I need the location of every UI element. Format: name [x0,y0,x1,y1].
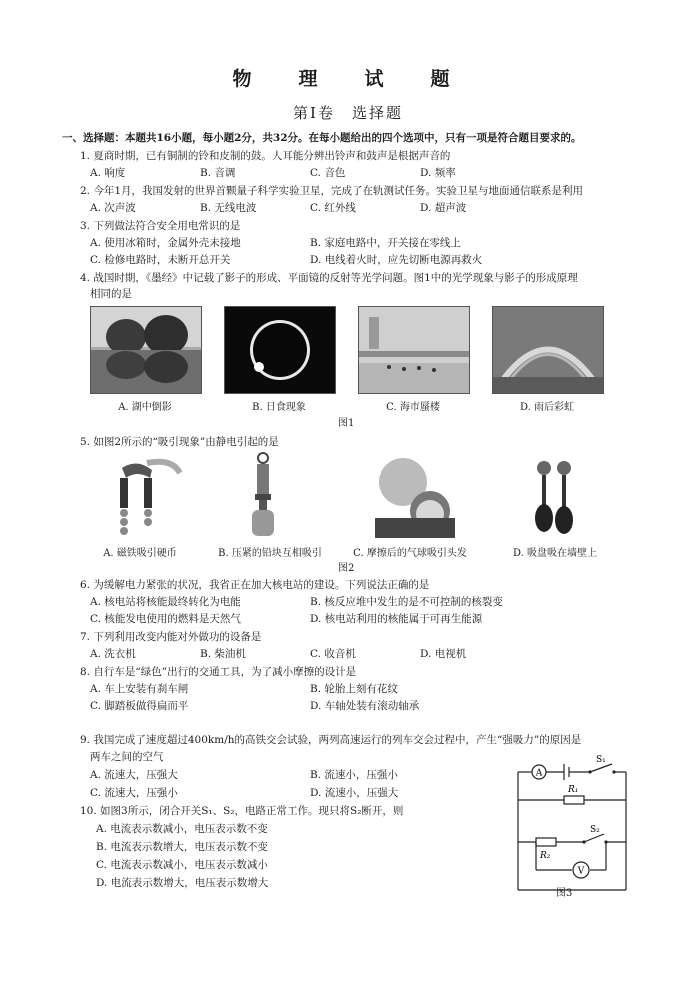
q10-option-c: C. 电流表示数减小，电压表示数减小 [96,859,268,871]
q6-option-c: C. 核能发电使用的燃料是天然气 [90,613,241,625]
question-10-stem: 10. 如图3所示，闭合开关S₁、S₂，电路正常工作。现只将S₂断开，则 [80,805,404,817]
q7-option-d: D. 电视机 [420,648,467,660]
q10-option-b: B. 电流表示数增大，电压表示数不变 [96,841,268,853]
question-7-stem: 7. 下列利用改变内能对外做功的设备是 [80,631,262,643]
question-3-stem: 3. 下列做法符合安全用电常识的是 [80,220,241,232]
q1-option-d: D. 频率 [420,167,456,179]
q10-option-d: D. 电流表示数增大，电压表示数增大 [96,877,269,889]
q7-option-b: B. 柴油机 [200,648,246,660]
q3-option-c: C. 检修电路时，未断开总开关 [90,254,231,266]
q9-option-d: D. 流速小，压强大 [310,787,399,799]
q8-option-c: C. 脚踏板做得扁而平 [90,700,189,712]
q1-option-b: B. 音调 [200,167,236,179]
section-instructions: 一、选择题：本题共16小题，每小题2分，共32分。在每小题给出的四个选项中，只有一项是符合题目要求的。 [62,132,582,144]
photo-lake-reflection [90,306,202,394]
photo-rainbow [492,306,604,394]
q1-option-a: A. 响度 [90,167,126,179]
page-title: 物 理 试 题 [232,68,464,90]
fig2-caption-c: C. 摩擦后的气球吸引头发 [353,548,467,559]
q9-option-a: A. 流速大，压强大 [90,769,178,781]
switch-s2-label: S₂ [590,825,600,835]
fig1-caption-d: D. 雨后彩虹 [519,402,575,413]
photo-mirage [358,306,470,394]
question-5-stem: 5. 如图2所示的“吸引现象”由静电引起的是 [80,436,279,448]
q3-option-d: D. 电线着火时，应先切断电源再救火 [310,254,483,266]
q1-option-c: C. 音色 [310,167,346,179]
illustration-suction-cups [530,460,580,540]
q9-option-c: C. 流速大，压强小 [90,787,178,799]
voltmeter-label: V [577,866,585,877]
q3-option-b: B. 家庭电路中，开关接在零线上 [310,237,461,249]
ammeter-label: A [535,768,543,779]
question-1-stem: 1. 夏商时期，已有铜制的铃和皮制的鼓。人耳能分辨出铃声和鼓声是根据声音的 [80,150,451,162]
figure-3-label: 图3 [556,888,573,899]
resistor-r1-label: R₁ [568,785,579,795]
fig1-caption-b: B. 日食现象 [252,402,306,413]
question-9-stem-cont: 两车之间的空气 [90,751,164,763]
q7-option-a: A. 洗衣机 [90,648,136,660]
question-4-stem: 4. 战国时期，《墨经》中记载了影子的形成、平面镜的反射等光学问题。图1中的光学现象与影子的形成原理 [80,272,578,284]
illustration-lead-blocks [238,452,288,540]
fig1-caption-c: C. 海市蜃楼 [386,402,440,413]
question-6-stem: 6. 为缓解电力紧张的状况，我省正在加大核电站的建设。下列说法正确的是 [80,579,430,591]
q3-option-a: A. 使用冰箱时，金属外壳未接地 [90,237,241,249]
fig1-caption-a: A. 湖中倒影 [118,402,172,413]
q10-option-a: A. 电流表示数减小，电压表示数不变 [96,823,268,835]
q9-option-b: B. 流速小，压强小 [310,769,398,781]
fig2-caption-d: D. 吸盘吸在墙壁上 [512,548,598,559]
illustration-magnet-coins [92,458,182,538]
q6-option-a: A. 核电站将核能最终转化为电能 [90,596,241,608]
illustration-balloon-hair [375,456,455,538]
question-8-stem: 8. 自行车是“绿色”出行的交通工具，为了减小摩擦的设计是 [80,666,357,678]
q2-option-b: B. 无线电波 [200,202,257,214]
photo-solar-eclipse [224,306,336,394]
q8-option-b: B. 轮胎上刻有花纹 [310,683,398,695]
q2-option-c: C. 红外线 [310,202,356,214]
q2-option-d: D. 超声波 [420,202,467,214]
figure-2-label: 图2 [338,563,355,574]
question-4-stem-cont: 相同的是 [90,288,132,300]
q6-option-b: B. 核反应堆中发生的是不可控制的核裂变 [310,596,503,608]
fig2-caption-b: B. 压紧的铅块互相吸引 [218,548,322,559]
fig2-caption-a: A. 磁铁吸引硬币 [103,548,177,559]
page-subtitle: 第Ⅰ卷 选择题 [293,104,403,122]
question-2-stem: 2. 今年1月，我国发射的世界首颗量子科学实验卫星，完成了在轨测试任务。实验卫星与地面通信联系是利用 [80,185,584,197]
resistor-r2-label: R₂ [540,851,551,861]
q6-option-d: D. 核电站利用的核能属于可再生能源 [310,613,483,625]
circuit-diagram [494,750,644,905]
switch-s1-label: S₁ [596,755,606,765]
q7-option-c: C. 收音机 [310,648,356,660]
q2-option-a: A. 次声波 [90,202,136,214]
figure-1-label: 图1 [338,418,355,429]
q8-option-a: A. 车上安装有刹车闸 [90,683,189,695]
question-9-stem: 9. 我国完成了速度超过400km/h的高铁交会试验，两列高速运行的列车交会过程中，产生“强吸力”的原因是 [80,734,582,746]
q8-option-d: D. 车轴处装有滚动轴承 [310,700,420,712]
